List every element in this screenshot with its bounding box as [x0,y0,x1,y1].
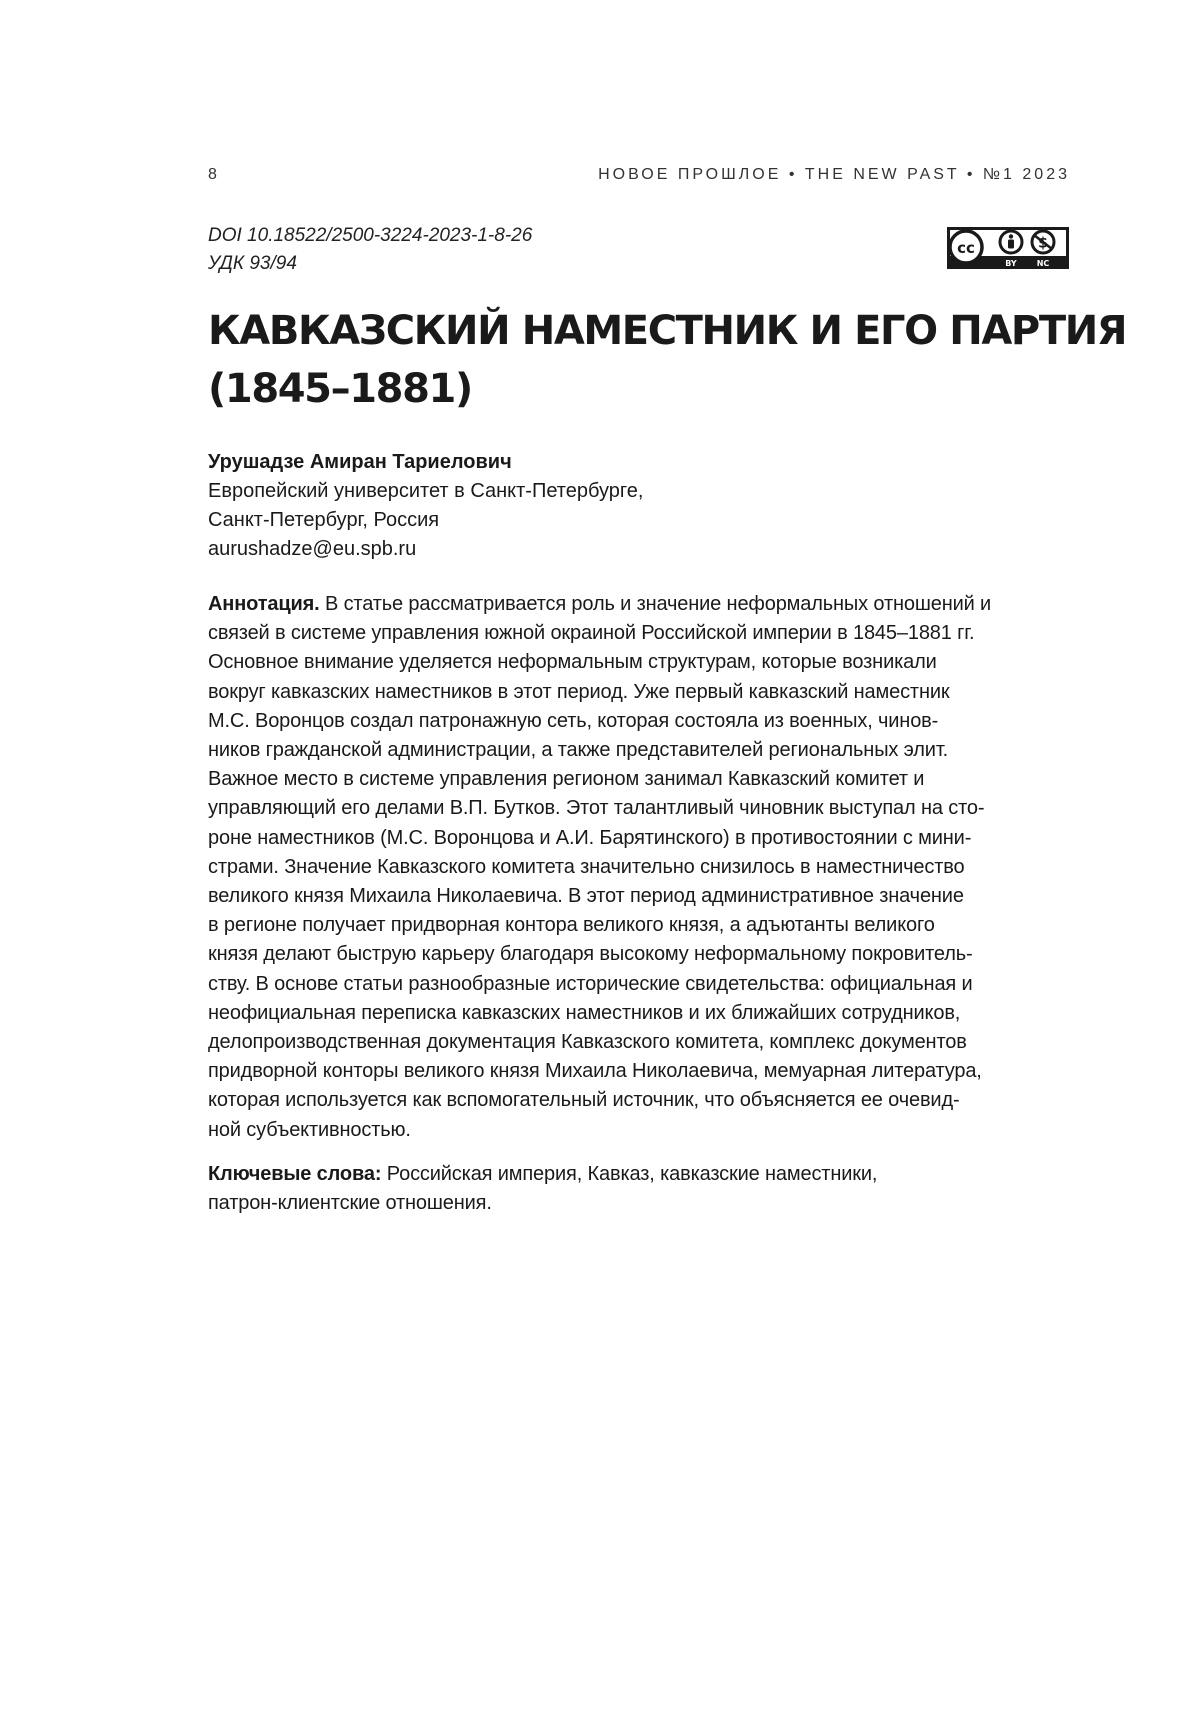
keywords [208,1160,1070,1218]
author-location: Санкт-Петербург, Россия [208,506,643,535]
abstract-line [208,590,1070,619]
author-block [208,448,643,564]
abstract-text: В статье рассматривается роль и значение неформальных отношений и [320,593,992,615]
title-line: КАВКАЗСКИЙ НАМЕСТНИК И ЕГО ПАРТИЯ [208,302,1070,360]
keywords-line: патрон-клиентские отношения. [208,1189,1070,1218]
author-email: aurushadze@eu.spb.ru [208,535,643,564]
udk: УДК 93/94 [208,250,532,278]
abstract-line: страми. Значение Кавказского комитета значительно снизилось в наместничество [208,853,1070,882]
journal-name: НОВОЕ ПРОШЛОЕ • THE NEW PAST • №1 2023 [598,166,1070,184]
abstract-line: вокруг кавказских наместников в этот период. Уже первый кавказский наместник [208,678,1070,707]
running-header [208,166,1070,190]
abstract [208,590,1070,1145]
abstract-line: ству. В основе статьи разнообразные исторические свидетельства: официальная и [208,970,1070,999]
abstract-line: ной субъективностью. [208,1116,1070,1145]
person-head [1009,234,1013,238]
author-affiliation: Европейский университет в Санкт-Петербурге, [208,477,643,506]
nc-label: NC [1037,259,1050,268]
keywords-text: Российская империя, Кавказ, кавказские наместники, [381,1163,877,1185]
abstract-label: Аннотация. [208,593,320,615]
abstract-line: роне наместников (М.С. Воронцова и А.И. Барятинского) в противостоянии с мини- [208,824,1070,853]
page-number: 8 [208,166,220,184]
keywords-label: Ключевые слова: [208,1163,381,1185]
abstract-line: великого князя Михаила Николаевича. В этот период административное значение [208,882,1070,911]
abstract-line: которая используется как вспомогательный источник, что объясняется ее очевид- [208,1086,1070,1115]
abstract-line: делопроизводственная документация Кавказского комитета, комплекс документов [208,1028,1070,1057]
title-line: (1845–1881) [208,360,1070,418]
keywords-line [208,1160,1070,1189]
cc-by-nc-license-icon [946,226,1070,270]
abstract-line: Основное внимание уделяется неформальным структурам, которые возникали [208,648,1070,677]
cc-mark: cc [957,239,975,257]
abstract-line: в регионе получает придворная контора великого князя, а адъютанты великого [208,911,1070,940]
abstract-line: неофициальная переписка кавказских наместников и их ближайших сотрудников, [208,999,1070,1028]
person-body [1008,240,1014,249]
abstract-line: связей в системе управления южной окраиной Российской империи в 1845–1881 гг. [208,619,1070,648]
doi: DOI 10.18522/2500-3224-2023-1-8-26 [208,222,532,250]
by-label: BY [1005,259,1017,268]
abstract-line: управляющий его делами В.П. Бутков. Этот талантливый чиновник выступал на сто- [208,794,1070,823]
abstract-line: Важное место в системе управления регионом занимал Кавказский комитет и [208,765,1070,794]
author-name: Урушадзе Амиран Тариелович [208,448,643,477]
article-title [208,302,1070,418]
abstract-line: ников гражданской администрации, а также представителей региональных элит. [208,736,1070,765]
abstract-line: М.С. Воронцов создал патронажную сеть, которая состояла из военных, чинов- [208,707,1070,736]
abstract-line: придворной конторы великого князя Михаила Николаевича, мемуарная литература, [208,1057,1070,1086]
article-meta [208,222,532,278]
abstract-line: князя делают быструю карьеру благодаря высокому неформальному покровитель- [208,940,1070,969]
